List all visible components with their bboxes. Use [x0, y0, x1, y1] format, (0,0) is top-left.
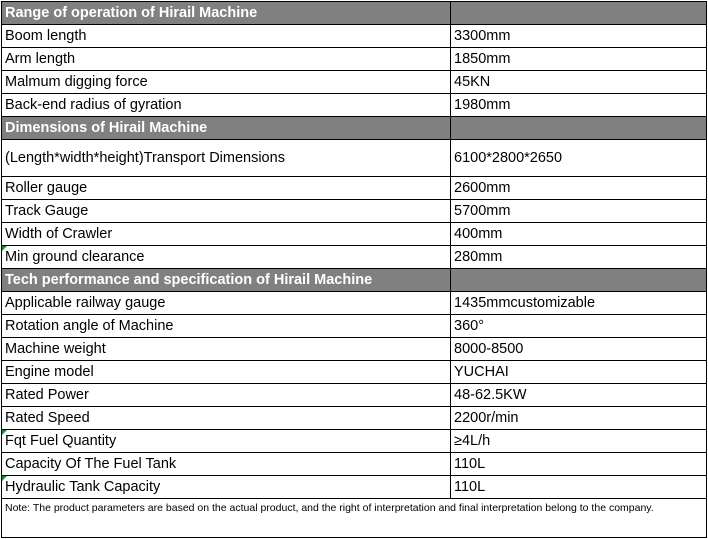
- section-header-blank: [451, 2, 707, 25]
- row-value: 400mm: [451, 223, 707, 246]
- row-label: Width of Crawler: [2, 223, 451, 246]
- row-label: Rated Speed: [2, 407, 451, 430]
- section-header-dimensions: [2, 117, 707, 140]
- row-label: Arm length: [2, 48, 451, 71]
- row-value: 45KN: [451, 71, 707, 94]
- row-label: Applicable railway gauge: [2, 292, 451, 315]
- row-label: Roller gauge: [2, 177, 451, 200]
- table-row: [2, 476, 707, 499]
- row-value: 6100*2800*2650: [451, 140, 707, 177]
- section-title: Dimensions of Hirail Machine: [2, 117, 451, 140]
- row-label: Machine weight: [2, 338, 451, 361]
- spec-table: [1, 1, 707, 538]
- row-value: 48-62.5KW: [451, 384, 707, 407]
- table-row: [2, 177, 707, 200]
- row-label: Track Gauge: [2, 200, 451, 223]
- row-value: 360°: [451, 315, 707, 338]
- row-value: 110L: [451, 453, 707, 476]
- table-row: [2, 48, 707, 71]
- table-row: [2, 384, 707, 407]
- row-value: 110L: [451, 476, 707, 499]
- row-value: 1980mm: [451, 94, 707, 117]
- row-label: Rated Power: [2, 384, 451, 407]
- footnote: Note: The product parameters are based on the actual product, and the right of interpretation and final interpretation belong to the company.: [2, 499, 707, 538]
- row-label: Engine model: [2, 361, 451, 384]
- row-value: 5700mm: [451, 200, 707, 223]
- table-row: [2, 292, 707, 315]
- row-label: Hydraulic Tank Capacity: [2, 476, 451, 499]
- section-header-blank: [451, 269, 707, 292]
- table-row: [2, 140, 707, 177]
- row-value: ≥4L/h: [451, 430, 707, 453]
- table-row: [2, 453, 707, 476]
- row-value: 2200r/min: [451, 407, 707, 430]
- table-row: [2, 361, 707, 384]
- row-value: 2600mm: [451, 177, 707, 200]
- row-label: Boom length: [2, 25, 451, 48]
- row-label: (Length*width*height)Transport Dimensions: [2, 140, 451, 177]
- table-row: [2, 94, 707, 117]
- section-header-blank: [451, 117, 707, 140]
- section-title: Range of operation of Hirail Machine: [2, 2, 451, 25]
- table-row: [2, 200, 707, 223]
- row-label: Min ground clearance: [2, 246, 451, 269]
- row-value: 8000-8500: [451, 338, 707, 361]
- note-row: [2, 499, 707, 538]
- table-row: [2, 338, 707, 361]
- row-label: Back-end radius of gyration: [2, 94, 451, 117]
- section-title: Tech performance and specification of Hirail Machine: [2, 269, 451, 292]
- table-row: [2, 315, 707, 338]
- section-header-tech: [2, 269, 707, 292]
- table-row: [2, 25, 707, 48]
- row-label: Capacity Of The Fuel Tank: [2, 453, 451, 476]
- row-value: 3300mm: [451, 25, 707, 48]
- row-value: 1435mmcustomizable: [451, 292, 707, 315]
- row-label: Fqt Fuel Quantity: [2, 430, 451, 453]
- table-row: [2, 430, 707, 453]
- table-row: [2, 71, 707, 94]
- row-label: Rotation angle of Machine: [2, 315, 451, 338]
- row-label: Malmum digging force: [2, 71, 451, 94]
- table-row: [2, 407, 707, 430]
- section-header-range: [2, 2, 707, 25]
- row-value: 1850mm: [451, 48, 707, 71]
- table-row: [2, 246, 707, 269]
- row-value: YUCHAI: [451, 361, 707, 384]
- table-row: [2, 223, 707, 246]
- row-value: 280mm: [451, 246, 707, 269]
